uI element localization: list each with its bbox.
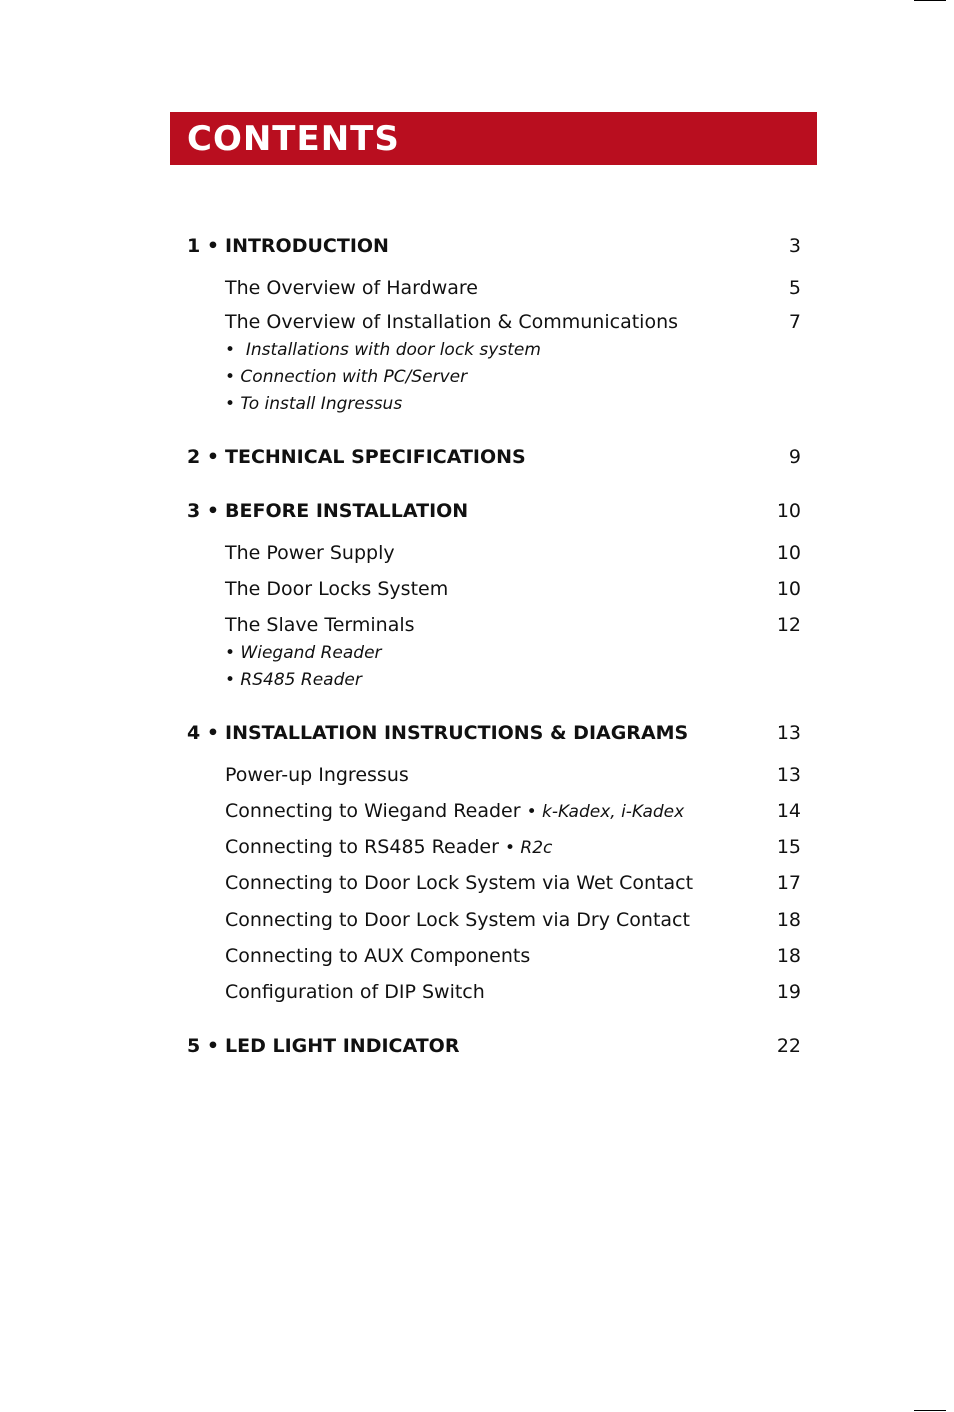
toc-entry[interactable] (187, 868, 801, 898)
entry-label: Connecting to Wiegand Reader (225, 800, 521, 822)
page-number: 3 (788, 235, 801, 257)
contents-banner (170, 112, 817, 165)
entry-label: Connecting to Door Lock System via Wet Contact (225, 872, 694, 894)
page-number: 10 (776, 578, 801, 600)
section-title: BEFORE INSTALLATION (225, 500, 469, 522)
toc-entry[interactable] (187, 796, 801, 826)
entry-title (225, 905, 690, 935)
toc-entry[interactable] (187, 832, 801, 862)
entry-suffix: • k-Kadex, i-Kadex (526, 802, 685, 822)
section-number: 2 • (187, 446, 219, 468)
toc-entry[interactable] (187, 941, 801, 971)
section-number: 3 • (187, 500, 219, 522)
toc-section-led-light-indicator[interactable] (187, 1031, 801, 1061)
section-number: 5 • (187, 1035, 219, 1057)
page-title: CONTENTS (187, 119, 400, 159)
entry-title (225, 941, 530, 971)
toc-subtopic: • Installations with door lock system (225, 340, 541, 360)
toc-entry[interactable] (187, 307, 801, 337)
entry-label: Connecting to AUX Components (225, 945, 531, 967)
entry-title: The Slave Terminals (225, 614, 415, 636)
page-number: 10 (776, 500, 801, 522)
section-title: INSTALLATION INSTRUCTIONS & DIAGRAMS (225, 722, 689, 744)
page-number: 19 (776, 981, 801, 1003)
entry-title: The Overview of Hardware (225, 277, 478, 299)
page-number: 22 (776, 1035, 801, 1057)
page-number: 5 (788, 277, 801, 299)
toc-entry[interactable] (187, 610, 801, 640)
toc-section-before-installation[interactable] (187, 496, 801, 526)
page-number: 10 (776, 542, 801, 564)
toc-entry[interactable] (187, 538, 801, 568)
toc-section-introduction[interactable] (187, 231, 801, 261)
entry-title: The Door Locks System (225, 578, 449, 600)
entry-title (225, 977, 485, 1007)
crop-mark-bottom (914, 1410, 946, 1411)
page-number: 17 (776, 872, 801, 894)
section-title: INTRODUCTION (225, 235, 389, 257)
toc-section-technical-specifications[interactable] (187, 442, 801, 472)
toc-subtopic: • Connection with PC/Server (225, 367, 468, 387)
entry-label: Connecting to RS485 Reader (225, 836, 499, 858)
page-number: 18 (776, 909, 801, 931)
toc-subtopic: • Wiegand Reader (225, 643, 382, 663)
crop-mark-top (914, 0, 946, 1)
page-number: 12 (776, 614, 801, 636)
page-number: 9 (788, 446, 801, 468)
section-title: TECHNICAL SPECIFICATIONS (225, 446, 526, 468)
entry-suffix: • R2c (504, 838, 553, 858)
page-number: 13 (776, 722, 801, 744)
page-number: 13 (776, 764, 801, 786)
section-title: LED LIGHT INDICATOR (225, 1035, 460, 1057)
entry-title: The Power Supply (225, 542, 395, 564)
toc-entry[interactable] (187, 977, 801, 1007)
toc-entry[interactable] (187, 574, 801, 604)
page-number: 15 (776, 836, 801, 858)
entry-label: Power-up Ingressus (225, 764, 409, 786)
section-number: 4 • (187, 722, 219, 744)
toc-subtopic: • RS485 Reader (225, 670, 362, 690)
toc-section-installation-instructions[interactable] (187, 718, 801, 748)
toc-entry[interactable] (187, 760, 801, 790)
page-number: 18 (776, 945, 801, 967)
toc-entry[interactable] (187, 905, 801, 935)
section-number: 1 • (187, 235, 219, 257)
page-number: 14 (776, 800, 801, 822)
entry-title (225, 760, 409, 790)
page-number: 7 (788, 311, 801, 333)
entry-title (225, 868, 693, 898)
entry-label: Configuration of DIP Switch (225, 981, 485, 1003)
entry-label: Connecting to Door Lock System via Dry Contact (225, 909, 690, 931)
toc-entry[interactable] (187, 273, 801, 303)
toc-subtopic: • To install Ingressus (225, 394, 403, 414)
entry-title (225, 796, 684, 827)
entry-title: The Overview of Installation & Communications (225, 311, 679, 333)
entry-title (225, 832, 552, 863)
